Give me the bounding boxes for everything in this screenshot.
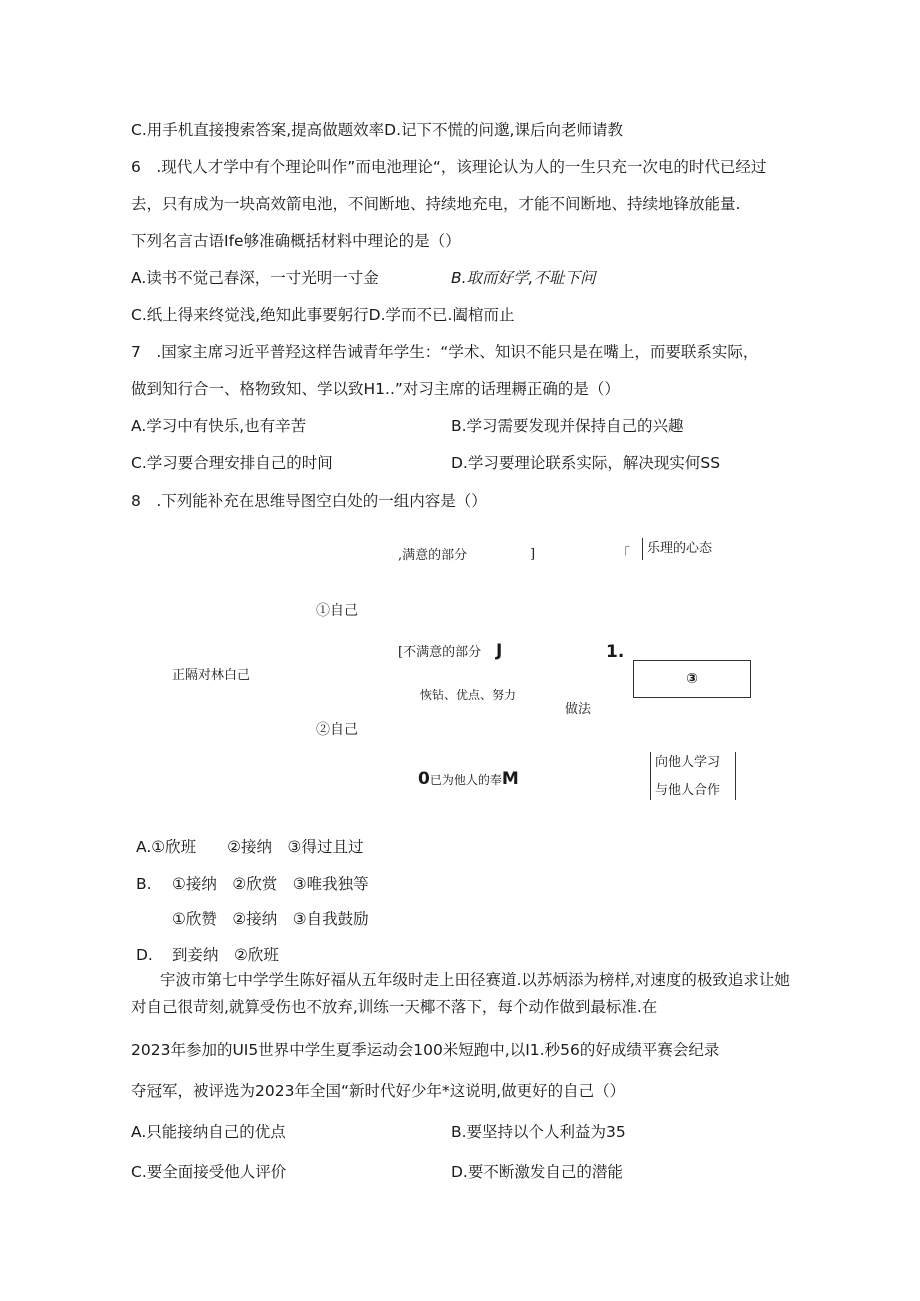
- mm-bracket-j: J: [496, 641, 503, 661]
- mm-happy: 乐理的心态: [647, 541, 713, 556]
- mm-coop: 与他人合作: [655, 783, 721, 798]
- mm-box-3: [633, 660, 751, 698]
- q8-option-b: ①接纳 ②欣赏 ③唯我独等: [172, 875, 369, 893]
- mm-happy-bar: [642, 538, 643, 560]
- mm-others-suffix: M: [501, 769, 519, 789]
- q8-option-b-label: B.: [136, 875, 152, 893]
- q9-stem-line1: 宇波市第七中学学生陈好福从五年级时走上田径赛道.以苏炳添为榜样,对速度的极致追求让她: [160, 971, 790, 989]
- mm-satisfied: ,满意的部分: [398, 548, 468, 563]
- q7-stem-line1: 7 .国家主席习近平普羟这样告诫青年学生：“学术、知识不能只是在嘴上，而要联系实际，: [131, 343, 759, 361]
- mm-one: 1.: [606, 642, 625, 662]
- q5-options-cd: C.用手机直接搜索答案,提高做题效率D.记下不慌的问邈,课后向老师请教: [131, 121, 623, 139]
- mm-learn: 向他人学习: [655, 755, 721, 770]
- q8-option-d: 到妾纳 ②欣班: [172, 946, 279, 964]
- q7-option-b: B.学习需要发现并保持自己的兴趣: [451, 417, 684, 435]
- q8-option-c: ①欣赞 ②接纳 ③自我鼓励: [172, 910, 369, 928]
- q9-option-c: C.要全面接受他人评价: [131, 1163, 287, 1181]
- q8-option-d-label: D.: [136, 946, 153, 964]
- mm-strengths: 恢钻、优点、努力: [420, 688, 517, 702]
- mm-others-mid: 已为他人的奉: [429, 773, 502, 787]
- q9-stem-line4: 夺冠军，被评选为2023年全国“新时代好少年*这说明,做更好的自己（）: [131, 1082, 626, 1100]
- mm-learn-right-bar: [735, 752, 736, 800]
- mm-method: 做法: [565, 702, 592, 717]
- q6-option-b: B.取而好学,不耻下问: [451, 269, 596, 287]
- q7-option-a: A.学习中有快乐,也有辛苦: [131, 417, 307, 435]
- q6-option-cd: C.纸上得来终觉浅,绝知此事要躬行D.学而不已.阖棺而止: [131, 306, 515, 324]
- mm-correct: 正隔对林白己: [172, 668, 251, 683]
- q9-option-a: A.只能接纳自己的优点: [131, 1123, 286, 1141]
- q9-option-b: B.要坚持以个人利益为35: [451, 1123, 626, 1141]
- q6-stem-line2: 去，只有成为一块高效箭电池，不间断地、持续地充电，才能不间断地、持续地锋放能量.: [131, 195, 741, 213]
- q8-option-a: A.①欣班 ②接纳 ③得过且过: [136, 838, 364, 856]
- mm-bracket-right: ]: [530, 547, 536, 562]
- q6-stem-line1: 6 .现代人才学中有个理论叫作”而电池理论“，该理论认为人的一生只充一次电的时代已经过: [131, 158, 767, 176]
- q7-option-c: C.学习要合理安排自己的时间: [131, 454, 333, 472]
- q9-stem-line2: 对自己很苛刻,就算受伤也不放弃,训练一天椰不落下，每个动作做到最标准.在: [131, 998, 658, 1016]
- blank-3: ③: [686, 671, 698, 687]
- mm-self-2: ②自己: [316, 722, 358, 738]
- mm-bracket-left: 「: [617, 547, 631, 562]
- q7-option-d: D.学习要理论联系实际，解决现实何SS: [451, 454, 721, 472]
- mm-others: [418, 770, 519, 790]
- mm-learn-left-bar: [650, 752, 651, 800]
- mm-unsatisfied: [不满意的部分: [398, 645, 482, 660]
- q9-option-d: D.要不断激发自己的潜能: [451, 1163, 623, 1181]
- q9-stem-line3: 2023年参加的UI5世界中学生夏季运动会100米短跑中,以I1.秒56的好成绩平赛会纪录: [131, 1041, 720, 1059]
- q7-stem-line2: 做到知行合一、格物致知、学以致H1..”对习主席的话理耨正确的是（）: [131, 380, 620, 398]
- mm-others-prefix: 0: [418, 769, 430, 789]
- q6-option-a: A.读书不觉己春深，一寸光明一寸金: [131, 269, 379, 287]
- q8-stem: 8 .下列能补充在思维导图空白处的一组内容是（）: [131, 492, 487, 510]
- q6-stem-line3: 下列名言古语Ife够准确概括材料中理论的是（）: [131, 232, 461, 250]
- mm-self-1: ①自己: [316, 603, 358, 619]
